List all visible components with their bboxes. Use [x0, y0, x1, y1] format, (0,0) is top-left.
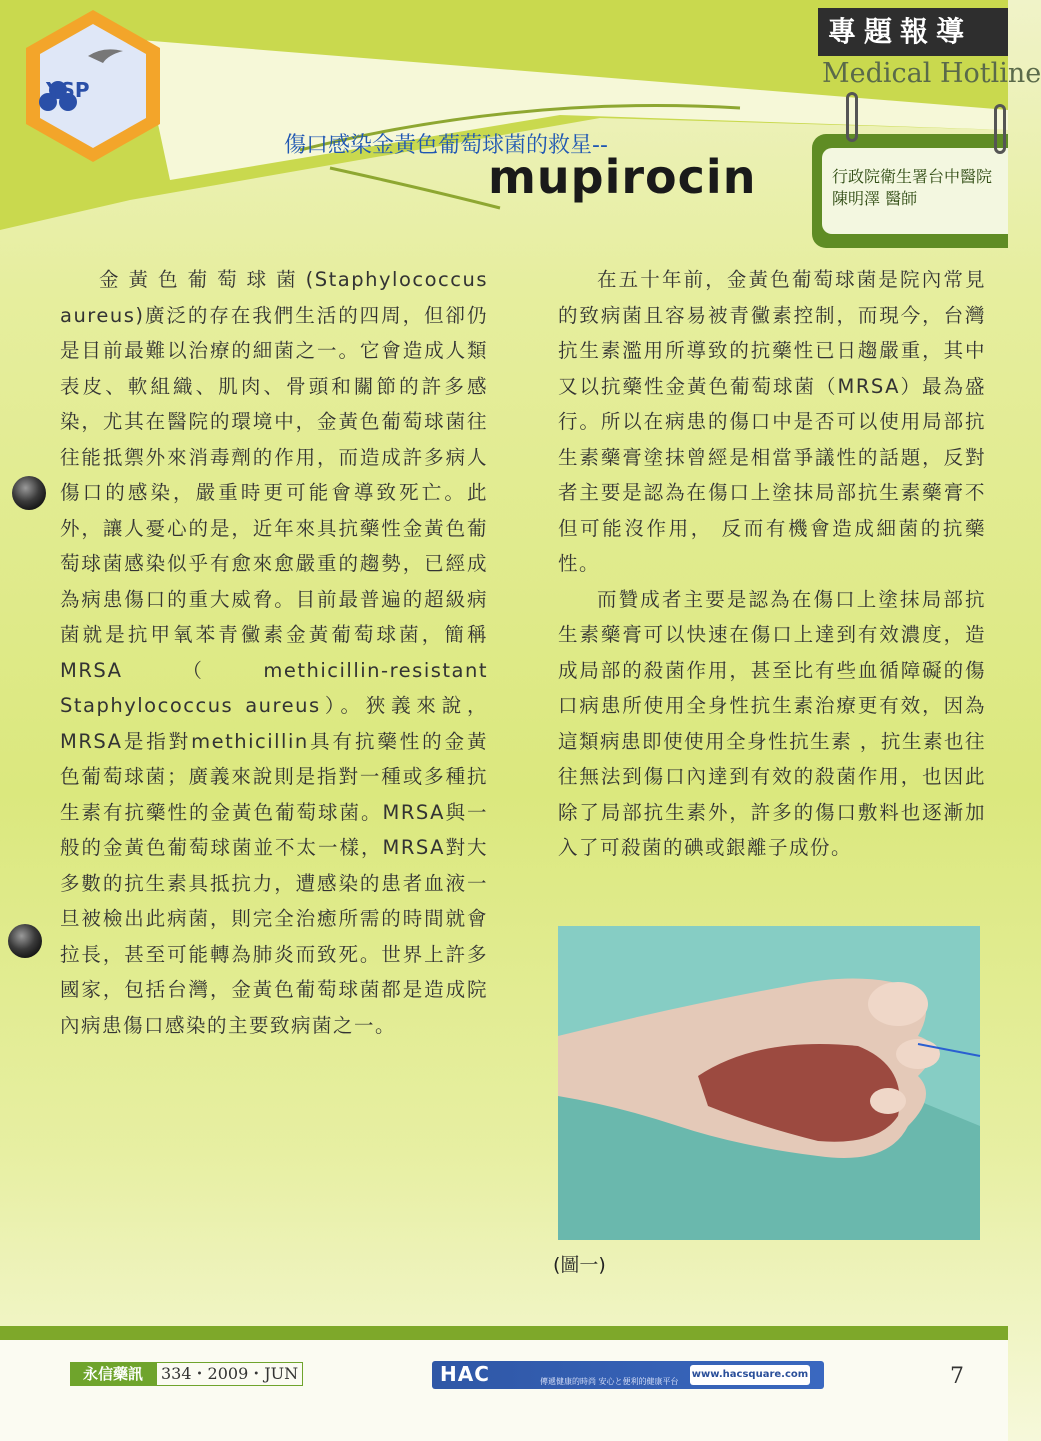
author-affiliation: 行政院衛生署台中醫院: [832, 167, 993, 186]
footer: [0, 1340, 1008, 1441]
article-headline-drug: mupirocin: [488, 150, 757, 204]
author-name: 陳明澤 醫師: [832, 189, 918, 208]
footer-rule: [0, 1326, 1008, 1340]
article-headline: 傷口感染金黃色葡萄球菌的救星--: [284, 133, 608, 158]
hac-logo: HAC: [440, 1362, 490, 1386]
issue-info: 334・2009・JUN: [156, 1362, 303, 1386]
author-tag: [822, 148, 1008, 234]
magazine-name: 永信藥訊: [70, 1362, 156, 1386]
right-column: [558, 262, 986, 866]
logo-text: YSP: [46, 78, 90, 102]
wound-photo: [558, 926, 980, 1240]
binder-ring-icon: [846, 92, 858, 142]
figure-caption: (圖一): [553, 1254, 606, 1276]
ysp-logo: [18, 6, 168, 166]
section-subtitle: Medical Hotline: [822, 58, 1041, 89]
hac-tagline: 傳遞健康的時尚 安心と便利的健康平台: [540, 1377, 679, 1386]
left-paragraph: 金黃色葡萄球菌(Staphylococcus aureus)廣泛的存在我們生活的四周，但卻仍是目前最難以治療的細菌之一。它會造成人類表皮、軟組織、肌肉、骨頭和關節的許多感染，尤其在醫院的環境中，金黃色葡萄球菌往往能抵禦外來消毒劑的作用，而造成許多病人傷口的感染，嚴重時更可能會導致死亡。此外，讓人憂心的是，近年來具抗藥性金黃色葡萄球菌感染似乎有愈來愈嚴重的趨勢，已經成為病患傷口的重大威脅。目前最普遍的超級病菌就是抗甲氧苯青黴素金黃葡萄球菌，簡稱MRSA（methicillin-resistant Staphylococcus aureus）。狹義來說，MRSA是指對methicillin具有抗藥性的金黃色葡萄球菌；廣義來說則是指對一種或多種抗生素有抗藥性的金黃色葡萄球菌。MRSA與一般的金黃色葡萄球菌並不太一樣，MRSA對大多數的抗生素具抵抗力，遭感染的患者血液一旦被檢出此病菌，則完全治癒所需的時間就會拉長，甚至可能轉為肺炎而致死。世界上許多國家，包括台灣，金黃色葡萄球菌都是造成院內病患傷口感染的主要致病菌之一。: [60, 268, 488, 1037]
right-paragraph-2: 而贊成者主要是認為在傷口上塗抹局部抗生素藥膏可以快速在傷口上達到有效濃度，造成局部的殺菌作用，甚至比有些血循障礙的傷口病患所使用全身性抗生素治療更有效，因為這類病患即使使用全身性抗生素 ，抗生素也往往無法到傷口內達到有效的殺菌作用，也因此除了局部抗生素外，許多的傷口敷料也逐漸加入了可殺菌的碘或銀離子成份。: [558, 587, 986, 859]
right-paragraph-1: 在五十年前，金黃色葡萄球菌是院內常見的致病菌且容易被青黴素控制，而現今，台灣抗生素濫用所導致的抗藥性已日趨嚴重，其中又以抗藥性金黃色葡萄球菌（MRSA）最為盛行。所以在病患的傷口中是否可以使用局部抗生素藥膏塗抹曾經是相當爭議性的話題，反對者主要是認為在傷口上塗抹局部抗生素藥膏不但可能沒作用， 反而有機會造成細菌的抗藥性。: [558, 268, 986, 575]
bullet-dot-icon: [12, 476, 46, 510]
left-column: [60, 262, 488, 1043]
section-title: 專題報導: [818, 8, 1008, 56]
wound-photo-illustration: [558, 926, 980, 1240]
binder-ring-icon: [994, 104, 1006, 154]
bullet-dot-icon: [8, 924, 42, 958]
page-number: 7: [950, 1364, 964, 1389]
hac-url[interactable]: www.hacsquare.com: [690, 1365, 810, 1385]
